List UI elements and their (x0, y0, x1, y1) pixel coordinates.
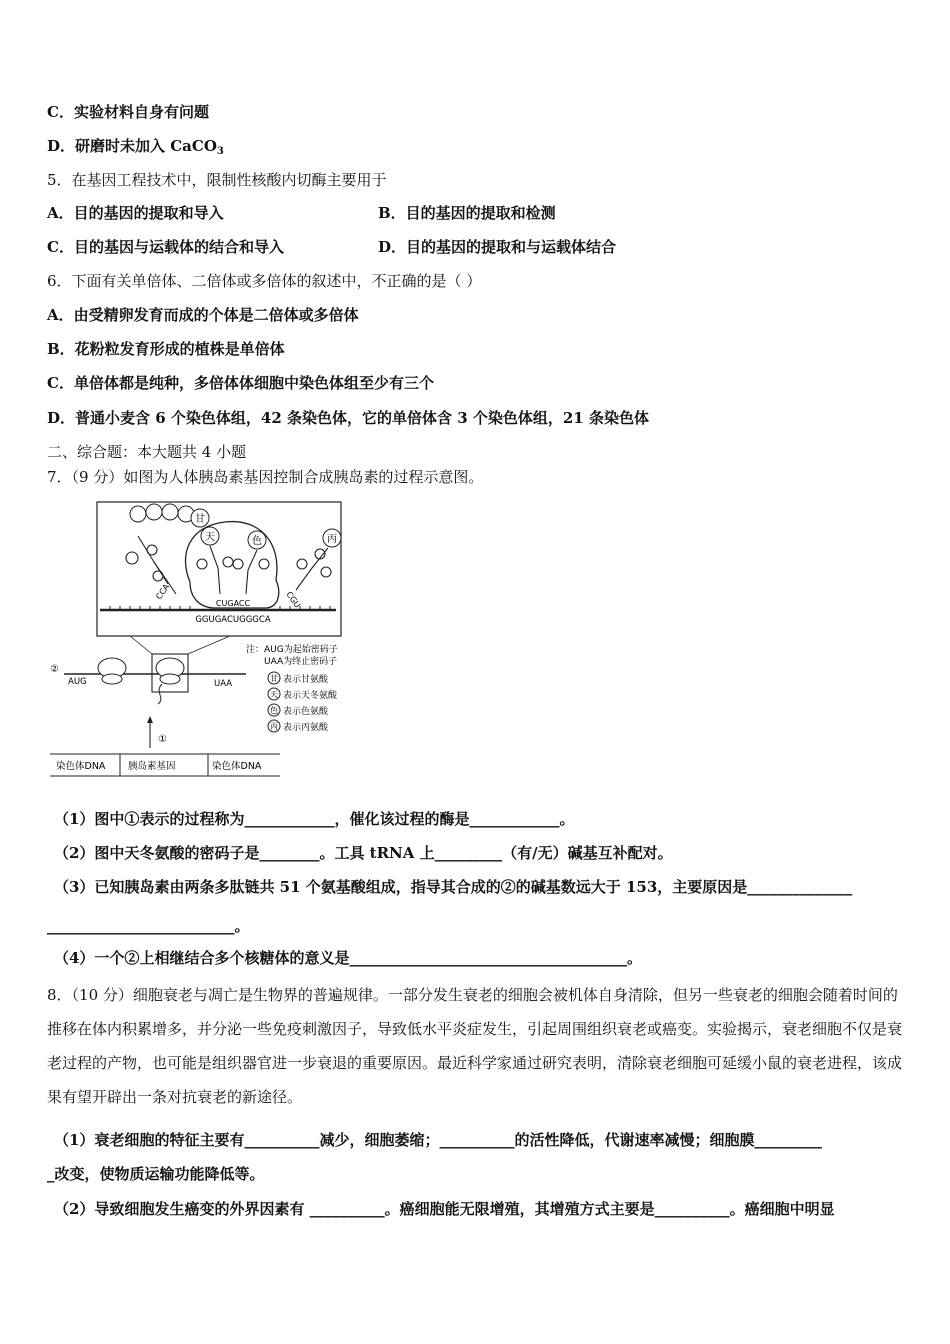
label-process-1: ① (158, 734, 167, 745)
q5-option-b: B．目的基因的提取和检测 (378, 204, 556, 222)
amino-acid-gly-label: 甘 (195, 514, 205, 525)
legend-asp-symbol: 天 (270, 690, 278, 699)
stop-codon-label: UAA (214, 679, 233, 689)
peptide-bead (146, 504, 162, 520)
anticodon-left: CCA (154, 582, 172, 602)
q6-option-a: A．由受精卵发育而成的个体是二倍体或多倍体 (47, 306, 359, 324)
ribosome-outline (185, 522, 276, 582)
insulin-synthesis-figure (50, 498, 380, 784)
start-codon-label: AUG (68, 677, 87, 687)
q7-sub4: （4）一个②上相继结合多个核糖体的意义是_____________________________________。 (54, 949, 642, 967)
mrna-sequence: GGUGACUGGGCA (195, 615, 271, 625)
q5-option-a: A．目的基因的提取和导入 (47, 204, 224, 222)
amino-acid-asp-label: 天 (205, 532, 215, 543)
peptide-bead (130, 506, 146, 522)
trna-right (296, 548, 331, 590)
q5-option-d: D．目的基因的提取和与运载体结合 (378, 238, 617, 256)
q7-sub3-line1: （3）已知胰岛素由两条多肽链共 51 个氨基酸组成，指导其合成的②的碱基数远大于 153，主要原因是______________ (54, 878, 853, 896)
trna-middle-right (233, 550, 269, 594)
amino-acid-ala-label: 丙 (327, 534, 337, 545)
q8-stem: 8．（10 分）细胞衰老与凋亡是生物界的普遍规律。一部分发生衰老的细胞会被机体自身清除，但另一些衰老的细胞会随着时间的推移在体内积累增多，并分泌一些免疫刺激因子，导致低水平炎症发生，引起周围组织衰老或癌变。实验揭示，衰老细胞不仅是衰老过程的产物，也可能是组织器官进一步衰退的重要原因。最近科学家通过研究表明，清除衰老细胞可延缓小鼠的衰老进程，该成果有望开辟出一条对抗衰老的新途径。 (47, 986, 903, 1106)
q4-option-d-subscript: 3 (216, 146, 224, 157)
q8-sub2: （2）导致细胞发生癌变的外界因素有 __________。癌细胞能无限增殖，其增殖方式主要是__________。癌细胞中明显 (54, 1200, 835, 1218)
peptide-bead (162, 504, 178, 520)
amino-acid-trp-label: 色 (252, 536, 262, 547)
legend-trp-symbol: 色 (270, 706, 278, 715)
section-header: 二、综合题：本大题共 4 小题 (47, 443, 247, 461)
anticodon-right: CGU (284, 589, 302, 610)
legend-gly-text: 表示甘氨酸 (283, 675, 329, 685)
q7-sub1: （1）图中①表示的过程称为____________，催化该过程的酶是____________。 (54, 810, 575, 828)
q6-stem: 6．下面有关单倍体、二倍体或多倍体的叙述中，不正确的是（ ） (47, 272, 482, 290)
trna-left (126, 536, 176, 594)
q7-sub3-line2: _________________________。 (47, 917, 250, 935)
q4-option-d (47, 136, 224, 162)
q6-option-c: C．单倍体都是纯种，多倍体体细胞中染色体组至少有三个 (47, 374, 434, 392)
q6-option-b: B．花粉粒发育形成的植株是单倍体 (47, 340, 285, 358)
legend-ala-symbol: 丙 (270, 722, 278, 731)
q6-option-d: D．普通小麦含 6 个染色体组，42 条染色体，它的单倍体含 3 个染色体组，21 条染色体 (47, 409, 649, 427)
legend-asp-text: 表示天冬氨酸 (283, 691, 338, 701)
note-stop-codon: UAA为终止密码子 (264, 657, 338, 667)
anticodon-middle: CUGACC (215, 599, 251, 608)
legend-gly-symbol: 甘 (270, 674, 278, 683)
dna-segment-left: 染色体DNA (56, 761, 106, 772)
legend-trp-text: 表示色氨酸 (283, 707, 329, 717)
dna-segment-right: 染色体DNA (212, 761, 262, 772)
label-mrna-2: ② (50, 664, 59, 675)
q4-option-d-text: D．研磨时未加入 CaCO (47, 137, 217, 155)
dna-segment-gene: 胰岛素基因 (128, 761, 176, 772)
note-start-codon: 注：AUG为起始密码子 (246, 645, 338, 655)
legend-ala-text: 表示丙氨酸 (283, 723, 329, 733)
trna-middle-left (197, 546, 233, 594)
q4-option-c: C．实验材料自身有问题 (47, 103, 209, 121)
q7-sub2: （2）图中天冬氨酸的密码子是________。工具 tRNA 上_________（有/无）碱基互补配对。 (54, 844, 673, 862)
q8-sub1-line1: （1）衰老细胞的特征主要有__________减少，细胞萎缩；__________的活性降低，代谢速率减慢；细胞膜_________ (54, 1131, 822, 1149)
q5-stem: 5．在基因工程技术中，限制性核酸内切酶主要用于 (47, 171, 387, 189)
q8-sub1-line2: _改变，使物质运输功能降低等。 (47, 1165, 265, 1183)
q5-option-c: C．目的基因与运载体的结合和导入 (47, 238, 284, 256)
q7-stem: 7．（9 分）如图为人体胰岛素基因控制合成胰岛素的过程示意图。 (47, 468, 484, 486)
